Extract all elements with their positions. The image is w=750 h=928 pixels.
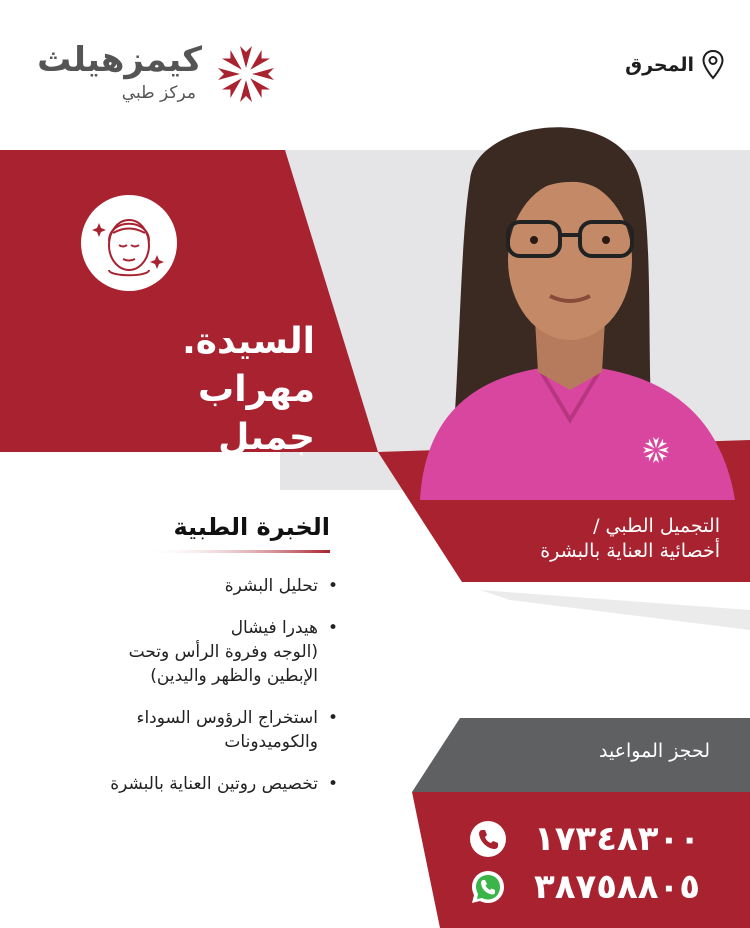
whatsapp-icon (470, 869, 506, 905)
list-item: • هيدرا فيشال (الوجه وفروة الرأس وتحت الإبطين والظهر واليدين) (40, 616, 340, 688)
phone-number: ١٧٣٤٨٣٠٠ (534, 819, 701, 859)
list-item: • تخصيص روتين العناية بالبشرة (40, 772, 340, 796)
doctor-specialty (420, 514, 720, 564)
star-flower-icon (214, 42, 278, 106)
phone-contact[interactable] (470, 818, 700, 860)
location-pin-icon (702, 50, 724, 80)
brand-logo (26, 40, 278, 108)
whatsapp-contact[interactable] (470, 866, 700, 908)
doctor-name-line1: السيدة. مهراب (182, 321, 315, 410)
expertise-list (40, 574, 340, 814)
whatsapp-number: ٣٨٧٥٨٨٠٥ (534, 867, 701, 907)
doctor-portrait (390, 120, 750, 500)
brand-subtitle: مركز طبي (121, 83, 196, 103)
list-item: • تحليل البشرة (40, 574, 340, 598)
location-text: المحرق (625, 54, 694, 76)
phone-icon (470, 821, 506, 857)
list-item: • استخراج الرؤوس السوداء والكوميدونات (40, 706, 340, 754)
specialty-line1: التجميل الطبي / (593, 515, 720, 537)
panel-shadow (480, 590, 750, 630)
location (625, 48, 724, 82)
expertise-underline (140, 550, 330, 553)
specialty-line2: أخصائية العناية بالبشرة (540, 540, 720, 562)
expertise-title: الخبرة الطبية (173, 513, 330, 541)
brand-name: كيمزهيلث (37, 40, 202, 80)
doctor-name-line2: جميل (218, 417, 315, 458)
booking-label: لحجز المواعيد (598, 740, 710, 762)
doctor-name (150, 318, 315, 462)
skincare-face-icon (79, 193, 179, 293)
